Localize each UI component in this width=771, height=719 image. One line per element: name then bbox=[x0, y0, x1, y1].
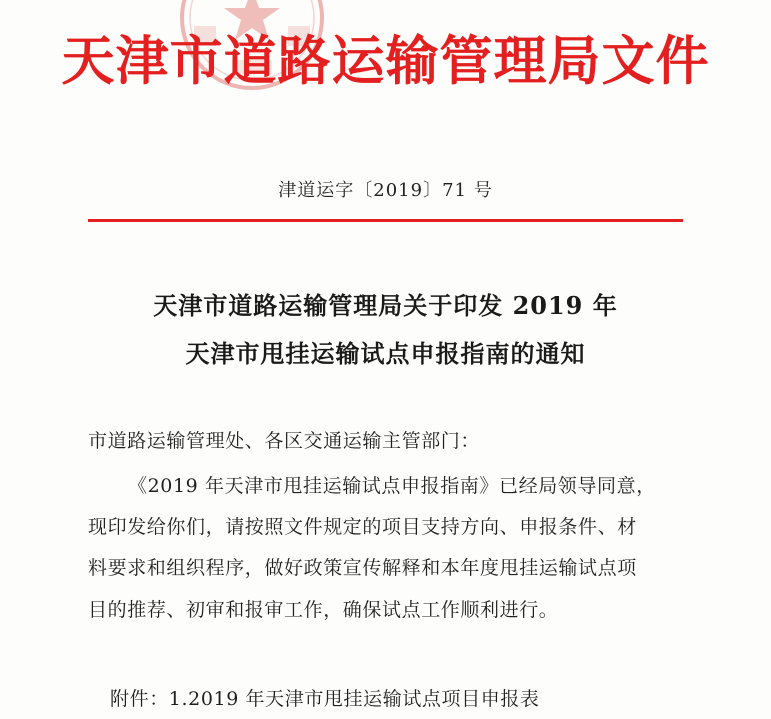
body-paragraph-line: 现印发给你们，请按照文件规定的项目支持方向、申报条件、材 bbox=[88, 516, 637, 538]
body-paragraph-line: 目的推荐、初审和报审工作，确保试点工作顺利进行。 bbox=[88, 599, 559, 621]
attachment-line: 附件：1.2019 年天津市甩挂运输试点项目申报表 bbox=[110, 688, 540, 710]
body-paragraph-line: 《2019 年天津市甩挂运输试点申报指南》已经局领导同意， bbox=[128, 475, 656, 497]
issuer-header-title: 天津市道路运输管理局文件 bbox=[61, 30, 710, 92]
addressee-line: 市道路运输管理处、各区交通运输主管部门： bbox=[88, 430, 481, 452]
body-paragraph-line: 料要求和组织程序，做好政策宣传解释和本年度甩挂运输试点项 bbox=[88, 557, 637, 579]
document-number: 津道运字〔2019〕71 号 bbox=[278, 180, 493, 201]
red-divider-line bbox=[88, 219, 683, 222]
notice-title-line-2: 天津市甩挂运输试点申报指南的通知 bbox=[185, 339, 586, 368]
notice-title-line-1: 天津市道路运输管理局关于印发 2019 年 bbox=[153, 291, 618, 320]
